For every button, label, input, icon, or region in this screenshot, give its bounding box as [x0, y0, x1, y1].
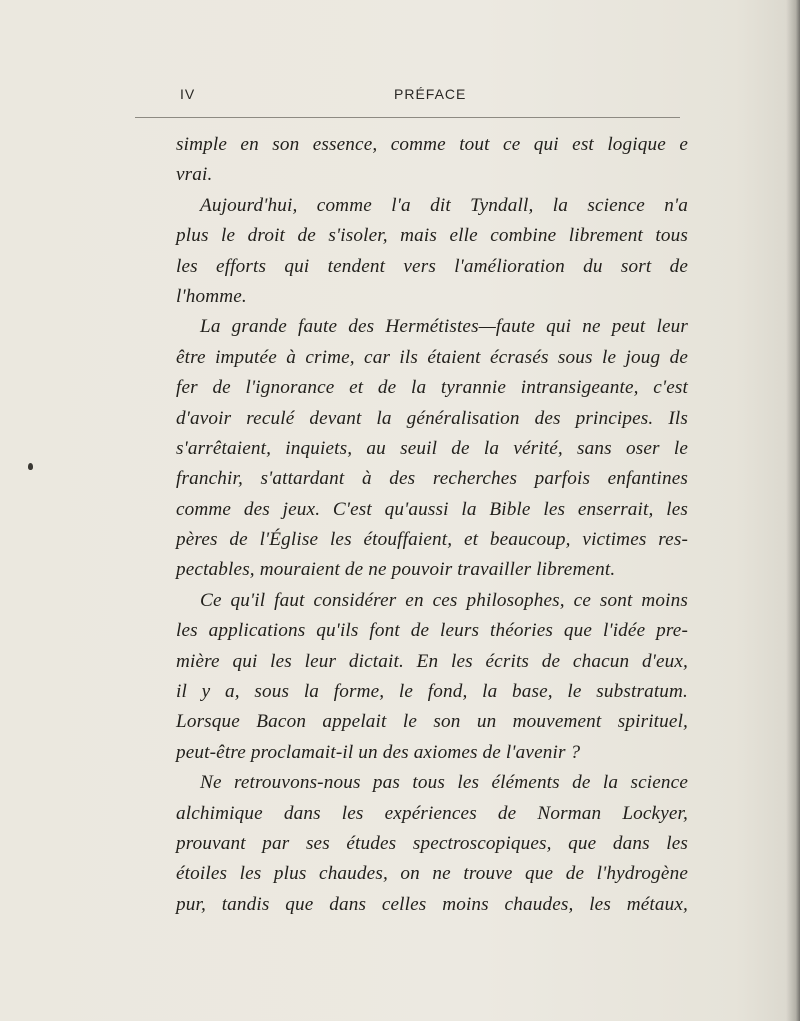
text-line: il y a, sous la forme, le fond, la base, le substratum. — [176, 681, 688, 703]
text-line: plus le droit de s'isoler, mais elle combine librement tous — [176, 225, 688, 247]
text-line: les efforts qui tendent vers l'amélioration du sort de — [176, 255, 688, 277]
text-line: être imputée à crime, car ils étaient écrasés sous le joug de — [176, 346, 688, 368]
running-head — [180, 86, 680, 110]
text-line: pères de l'Église les étouffaient, et beaucoup, victimes res- — [176, 529, 688, 551]
text-line: pectables, mouraient de ne pouvoir travailler librement. — [176, 559, 616, 581]
paragraph-start-line: Aujourd'hui, comme l'a dit Tyndall, la science n'a — [200, 194, 688, 216]
text-line: alchimique dans les expériences de Norman Lockyer, — [176, 802, 688, 824]
text-line: d'avoir reculé devant la généralisation des principes. Ils — [176, 407, 688, 429]
text-line: étoiles les plus chaudes, on ne trouve que de l'hydrogène — [176, 863, 688, 885]
section-title: PRÉFACE — [394, 86, 467, 102]
page-number: IV — [180, 86, 196, 102]
text-line: l'homme. — [176, 285, 247, 307]
body-text — [176, 130, 688, 920]
text-line: franchir, s'attardant à des recherches parfois enfantines — [176, 468, 688, 490]
text-line: prouvant par ses études spectroscopiques, que dans les — [176, 832, 688, 854]
text-line: comme des jeux. C'est qu'aussi la Bible les enserrait, les — [176, 498, 688, 520]
text-line: Lorsque Bacon appelait le son un mouvement spirituel, — [176, 711, 688, 733]
text-line: s'arrêtaient, inquiets, au seuil de la vérité, sans oser le — [176, 437, 688, 459]
text-line: pur, tandis que dans celles moins chaudes, les métaux, — [176, 893, 688, 915]
text-line: les applications qu'ils font de leurs théories que l'idée pre- — [176, 620, 688, 642]
header-rule — [135, 117, 680, 118]
page-edge-shadow — [786, 0, 800, 1021]
text-line: peut-être proclamait-il un des axiomes de l'avenir ? — [176, 741, 581, 763]
paragraph-start-line: Ce qu'il faut considérer en ces philosophes, ce sont moins — [200, 589, 688, 611]
text-line: fer de l'ignorance et de la tyrannie intransigeante, c'est — [176, 377, 688, 399]
text-line: mière qui les leur dictait. En les écrits de chacun d'eux, — [176, 650, 688, 672]
text-line: vrai. — [176, 164, 213, 186]
paragraph-start-line: La grande faute des Hermétistes—faute qui ne peut leur — [200, 316, 688, 338]
text-line: simple en son essence, comme tout ce qui est logique e — [176, 134, 688, 155]
margin-ink-spot — [28, 463, 33, 470]
paragraph-start-line: Ne retrouvons-nous pas tous les éléments de la science — [200, 772, 688, 794]
